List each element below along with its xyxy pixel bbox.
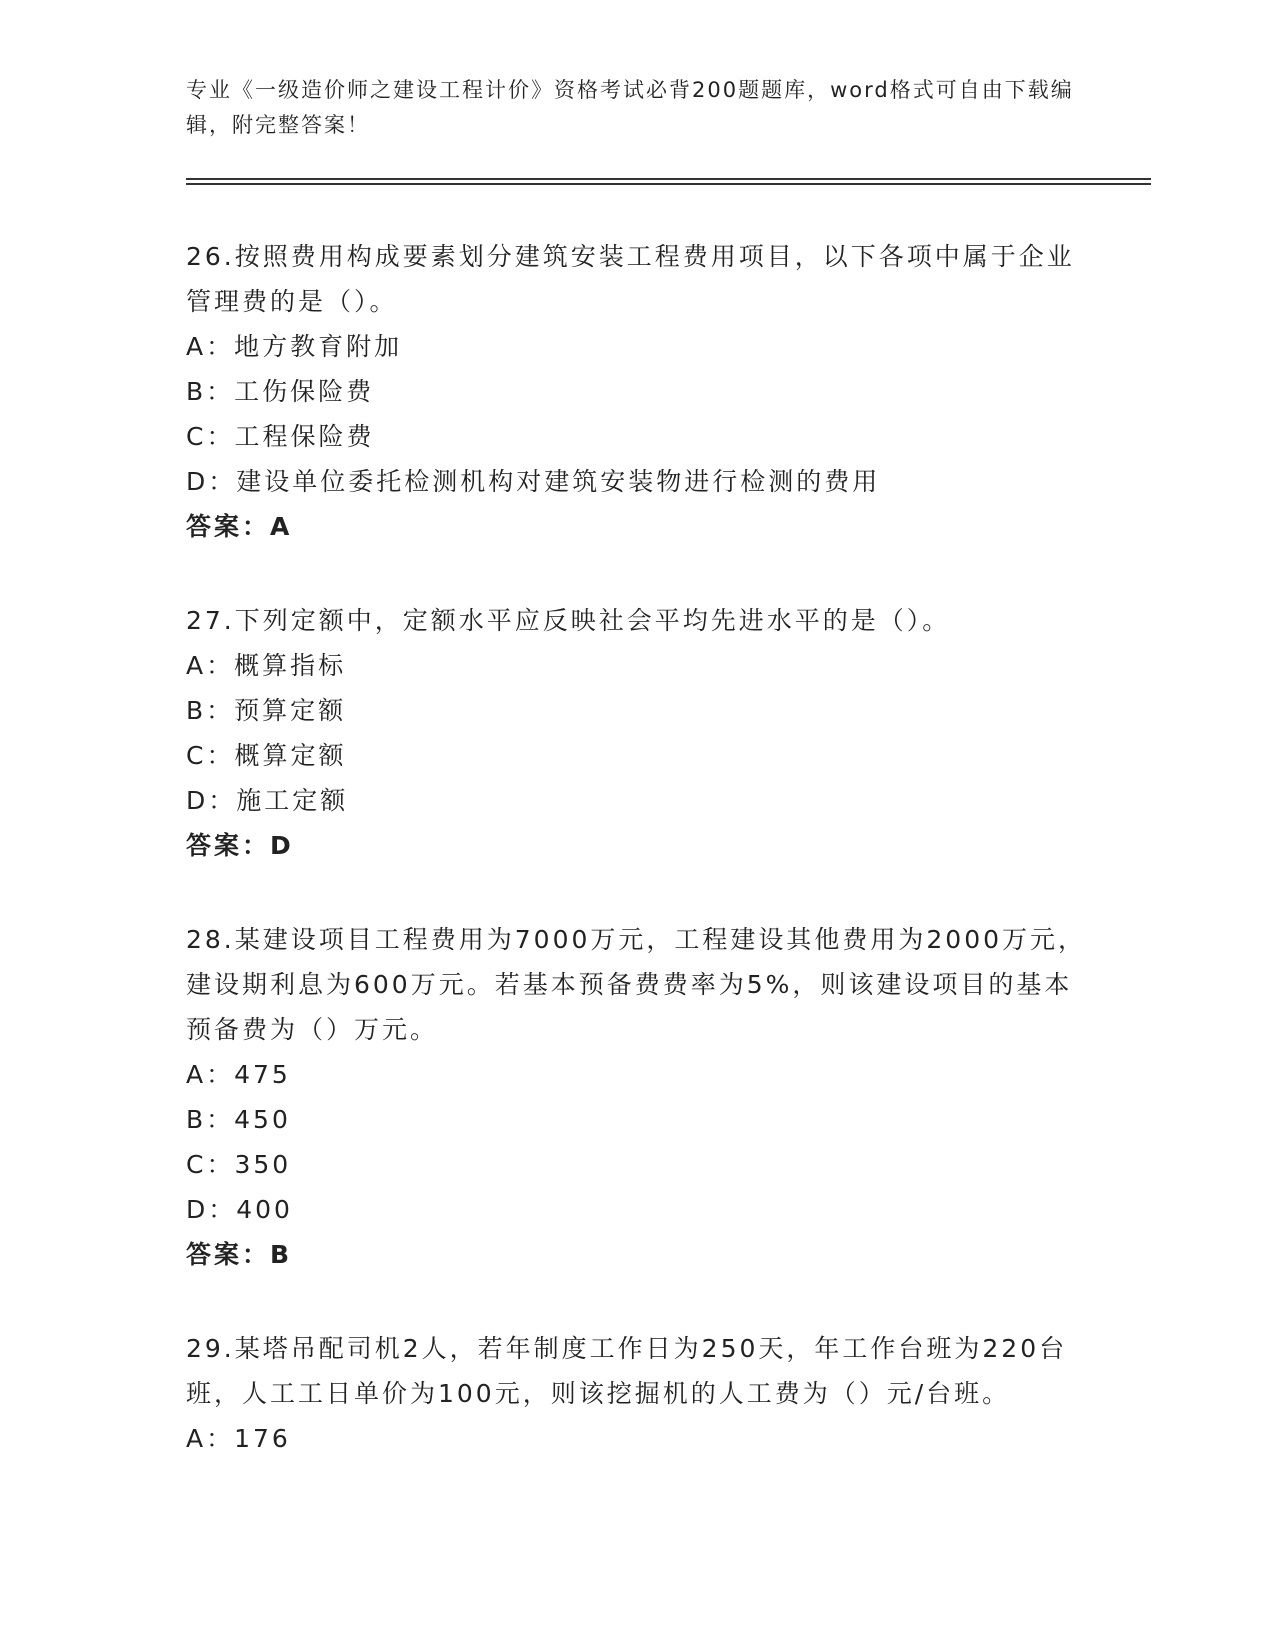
option-b: B：预算定额 [186,696,347,725]
option-c: C：工程保险费 [186,422,375,451]
option-a: A：475 [186,1060,291,1089]
option-d: D：施工定额 [186,786,349,815]
question-stem: 26.按照费用构成要素划分建筑安装工程费用项目，以下各项中属于企业管理费的是（）。 [186,242,1075,316]
question-27 [186,598,1086,868]
header-divider-bottom [186,183,1151,185]
answer: 答案：B [186,1240,293,1269]
question-stem: 27.下列定额中，定额水平应反映社会平均先进水平的是（）。 [186,606,951,635]
question-29 [186,1326,1086,1461]
option-b: B：450 [186,1105,291,1134]
option-a: A：176 [186,1424,291,1453]
option-c: C：概算定额 [186,741,347,770]
option-d: D：建设单位委托检测机构对建筑安装物进行检测的费用 [186,467,881,496]
answer: 答案：D [186,831,294,860]
option-c: C：350 [186,1150,292,1179]
header-divider-top [186,178,1151,180]
answer: 答案：A [186,512,293,541]
option-a: A：地方教育附加 [186,332,403,361]
question-stem: 29.某塔吊配司机2人，若年制度工作日为250天，年工作台班为220台班，人工工日单价为100元，则该挖掘机的人工费为（）元/台班。 [186,1334,1068,1408]
document-header: 专业《一级造价师之建设工程计价》资格考试必背200题题库，word格式可自由下载编辑，附完整答案！ [186,78,1074,137]
option-d: D：400 [186,1195,293,1224]
question-28 [186,917,1086,1277]
question-26 [186,234,1086,549]
option-b: B：工伤保险费 [186,377,375,406]
option-a: A：概算指标 [186,651,347,680]
question-stem: 28.某建设项目工程费用为7000万元，工程建设其他费用为2000万元，建设期利息为600万元。若基本预备费费率为5%，则该建设项目的基本预备费为（）万元。 [186,925,1087,1044]
